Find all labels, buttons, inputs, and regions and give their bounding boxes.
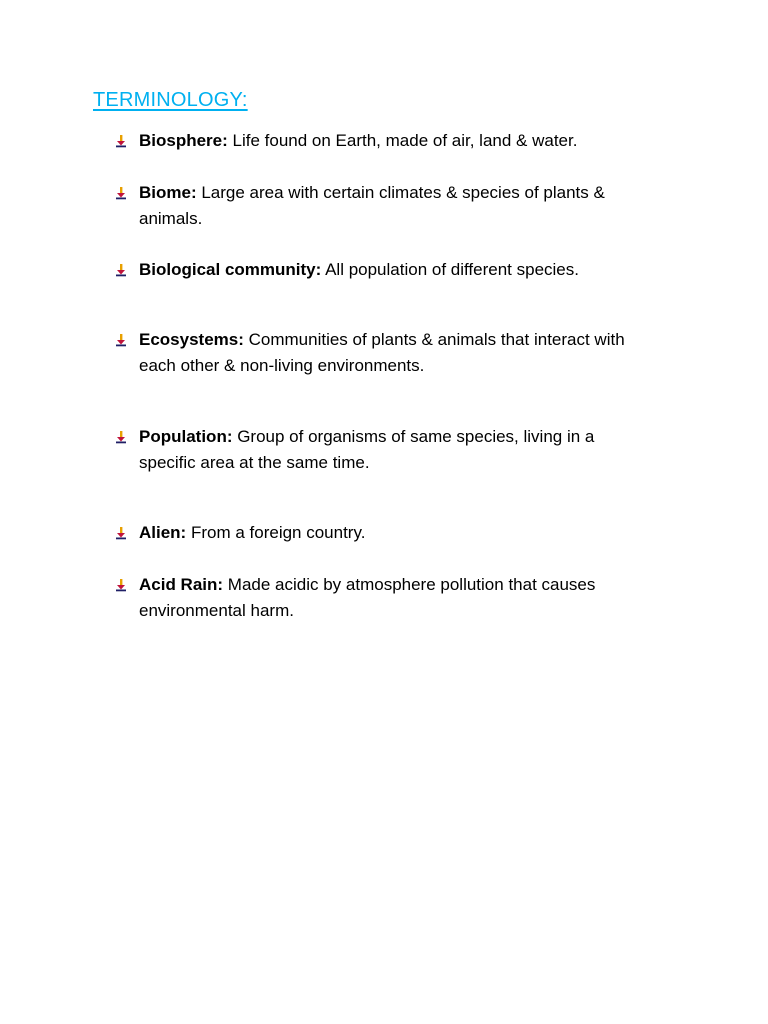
term-definition: Group of organisms of same species, living in a specific area at the same time.: [139, 427, 595, 472]
term-text: [139, 128, 654, 154]
arrow-down-bullet-icon: [114, 263, 128, 277]
term-text: [139, 180, 654, 231]
list-item: [114, 128, 654, 154]
list-item: [114, 257, 654, 283]
term-definition: Life found on Earth, made of air, land & water.: [227, 131, 578, 150]
term-definition: Made acidic by atmosphere pollution that causes environmental harm.: [139, 575, 596, 620]
term-label: Biome:: [139, 183, 197, 202]
list-item: [114, 180, 654, 231]
term-definition: From a foreign country.: [186, 523, 366, 542]
list-item: [114, 424, 654, 475]
term-label: Biosphere:: [139, 131, 228, 150]
term-label: Acid Rain:: [139, 575, 224, 594]
list-item: [114, 520, 654, 546]
term-label: Biological community:: [139, 260, 322, 279]
term-definition: Large area with certain climates & species of plants & animals.: [139, 183, 605, 228]
term-text: [139, 572, 654, 623]
page-title: TERMINOLOGY:: [93, 89, 248, 111]
list-item: [114, 327, 654, 378]
arrow-down-bullet-icon: [114, 430, 128, 444]
term-text: [139, 327, 654, 378]
arrow-down-bullet-icon: [114, 578, 128, 592]
term-definition: Communities of plants & animals that interact with each other & non-living environments.: [139, 330, 625, 375]
term-text: [139, 257, 654, 283]
arrow-down-bullet-icon: [114, 526, 128, 540]
term-text: [139, 424, 654, 475]
term-label: Ecosystems:: [139, 330, 244, 349]
term-label: Alien:: [139, 523, 187, 542]
term-text: [139, 520, 654, 546]
arrow-down-bullet-icon: [114, 134, 128, 148]
term-definition: All population of different species.: [321, 260, 579, 279]
arrow-down-bullet-icon: [114, 186, 128, 200]
term-label: Population:: [139, 427, 233, 446]
arrow-down-bullet-icon: [114, 333, 128, 347]
list-item: [114, 572, 654, 623]
